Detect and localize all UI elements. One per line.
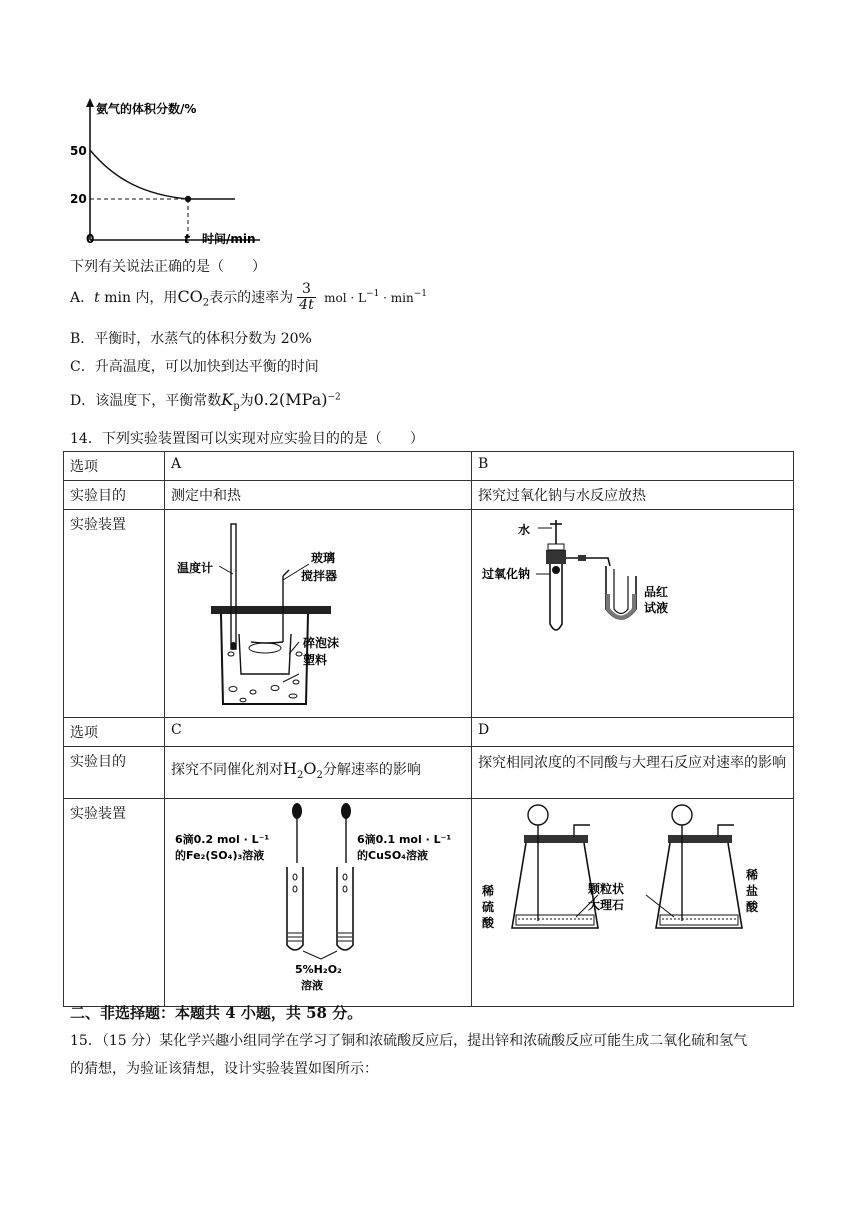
label-plastic: 塑料 xyxy=(303,653,328,667)
label-water: 水 xyxy=(518,523,531,537)
opt-a-unit2-sup: −1 xyxy=(413,289,427,300)
row-option-ab xyxy=(64,452,794,481)
opt-a-co2: CO xyxy=(177,286,203,306)
tick-50: 50 xyxy=(70,144,87,158)
q15-line2: 的猜想，为验证该猜想，设计实验装置如图所示： xyxy=(70,1061,378,1077)
cell-purpose-c xyxy=(165,747,472,799)
label-d-yan: 盐 xyxy=(746,884,759,898)
cell-key-d: D xyxy=(472,718,794,747)
purpose-c-sub1: 2 xyxy=(296,769,304,781)
row-device-cd xyxy=(64,799,794,1007)
x-axis-label: 时间/min xyxy=(202,232,256,246)
row-device-ab xyxy=(64,510,794,718)
cell-device-a xyxy=(165,510,472,718)
origin-label: 0 xyxy=(86,232,95,246)
label-c-drop1: 6滴0.2 mol · L⁻¹ xyxy=(175,833,270,846)
q13-option-b: B．平衡时，水蒸气的体积分数为 20% xyxy=(70,331,312,347)
opt-a-mid: min 内，用 xyxy=(99,289,178,306)
cell-key-b: B xyxy=(472,452,794,481)
acid-marble-diagram xyxy=(478,803,788,998)
label-d-suan2: 酸 xyxy=(746,900,759,914)
q14-table xyxy=(63,451,794,1007)
label-c-cu: 的CuSO₄溶液 xyxy=(357,849,428,862)
label-fuchsine: 品红 xyxy=(644,585,669,599)
label-d-suan1: 酸 xyxy=(482,916,495,930)
row-purpose-cd xyxy=(64,747,794,799)
cell-label-device-1: 实验装置 xyxy=(64,510,165,718)
opt-a-num: 3 xyxy=(297,282,316,298)
cell-label-option-1: 选项 xyxy=(64,452,165,481)
label-c-h2o2: 5%H₂O₂ xyxy=(295,963,342,976)
cell-device-c xyxy=(165,799,472,1007)
row-option-cd xyxy=(64,718,794,747)
label-foam: 碎泡沫 xyxy=(303,636,340,650)
opt-a-unit: mol · L xyxy=(324,290,367,305)
cell-device-d xyxy=(472,799,794,1007)
y-axis-arrow xyxy=(86,98,94,107)
opt-a-unit-sup: −1 xyxy=(366,289,380,300)
y-axis-label: 氨气的体积分数/% xyxy=(96,102,197,116)
label-d-xi1: 稀 xyxy=(482,884,495,898)
purpose-c-o: O xyxy=(303,759,317,778)
q13-option-d xyxy=(70,390,341,412)
label-c-solution: 溶液 xyxy=(301,979,323,992)
section2-heading: 二、非选择题：本题共 4 小题，共 58 分。 xyxy=(70,1004,363,1022)
cell-label-purpose-1: 实验目的 xyxy=(64,481,165,510)
opt-d-sup: −2 xyxy=(327,392,341,403)
ammonia-fraction-graph xyxy=(60,95,290,250)
label-c-drop2: 6滴0.1 mol · L⁻¹ xyxy=(357,833,452,846)
opt-d-after: 为 xyxy=(239,393,254,409)
opt-a-t: t xyxy=(94,289,100,306)
row-purpose-ab xyxy=(64,481,794,510)
purpose-c-post: 分解速率的影响 xyxy=(322,762,421,778)
label-c-fe: 的Fe₂(SO₄)₃溶液 xyxy=(175,849,265,862)
label-thermometer: 温度计 xyxy=(177,561,214,575)
q13-prompt: 下列有关说法正确的是（ ） xyxy=(70,259,266,275)
tick-t: t xyxy=(184,232,190,246)
label-solution: 试液 xyxy=(644,601,669,615)
opt-d-pre: D．该温度下，平衡常数 xyxy=(70,393,222,409)
opt-a-after: 表示的速率为 xyxy=(209,289,294,306)
opt-d-k: K xyxy=(221,390,234,409)
cell-device-b xyxy=(472,510,794,718)
label-d-liu: 硫 xyxy=(482,900,495,914)
sodium-peroxide-diagram xyxy=(478,514,788,709)
q14-prompt: 14．下列实验装置图可以实现对应实验目的的是（ ） xyxy=(70,431,424,447)
cell-label-device-2: 实验装置 xyxy=(64,799,165,1007)
opt-a-letter: A． xyxy=(70,289,95,306)
opt-d-ksub: p xyxy=(233,400,240,412)
tick-20: 20 xyxy=(70,192,87,206)
opt-a-unit2: · min xyxy=(379,290,414,305)
opt-a-co2-sub: 2 xyxy=(202,297,210,309)
label-d-granular: 颗粒状 xyxy=(588,882,625,896)
q15-line1: 15．（15 分）某化学兴趣小组同学在学习了铜和浓硫酸反应后，提出锌和浓硫酸反应可能生成二氧化硫和氢气 xyxy=(70,1033,748,1049)
label-d-xi2: 稀 xyxy=(746,868,759,882)
equilibrium-point xyxy=(185,196,191,202)
cell-label-option-2: 选项 xyxy=(64,718,165,747)
cell-purpose-b: 探究过氧化钠与水反应放热 xyxy=(472,481,794,510)
label-d-marble: 大理石 xyxy=(588,898,625,912)
cell-purpose-d: 探究相同浓度的不同酸与大理石反应对速率的影响 xyxy=(472,747,794,799)
catalyst-diagram xyxy=(171,803,466,998)
calorimeter-diagram xyxy=(171,514,466,709)
cell-key-a: A xyxy=(165,452,472,481)
cell-label-purpose-2: 实验目的 xyxy=(64,747,165,799)
cell-key-c: C xyxy=(165,718,472,747)
purpose-c-sub2: 2 xyxy=(316,769,323,781)
q13-option-a xyxy=(70,282,427,314)
purpose-c-pre: 探究不同催化剂对 xyxy=(171,762,283,778)
purpose-c-h: H xyxy=(283,759,297,778)
label-sodium-peroxide: 过氧化钠 xyxy=(482,567,531,581)
opt-a-fraction xyxy=(297,282,316,314)
label-stirrer: 搅拌器 xyxy=(301,569,338,583)
opt-d-val: 0.2(MPa) xyxy=(253,390,328,409)
cell-purpose-a: 测定中和热 xyxy=(165,481,472,510)
opt-a-den: 4t xyxy=(299,297,314,314)
curve-line xyxy=(90,150,235,199)
q13-option-c: C．升高温度，可以加快到达平衡的时间 xyxy=(70,359,319,375)
label-glass: 玻璃 xyxy=(311,551,336,565)
